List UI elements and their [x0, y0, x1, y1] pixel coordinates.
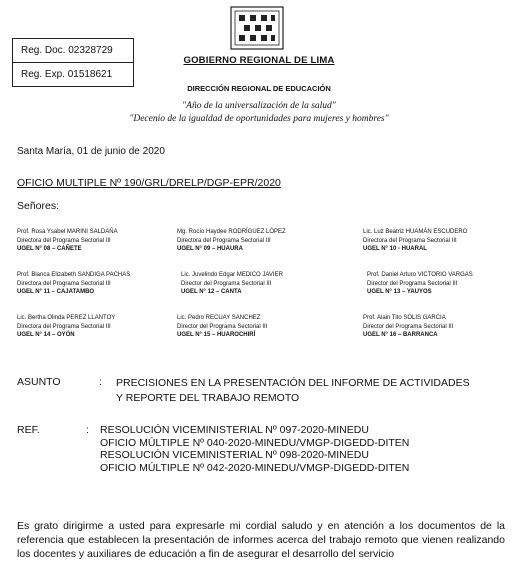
addressee-role: Director del Programa Sectorial III: [367, 280, 458, 287]
addressee-name: Mg. Rocío Haydee RODRÍGUEZ LÓPEZ: [177, 229, 286, 235]
addressee-role: Directora del Programa Sectorial III: [17, 280, 111, 287]
addressee-card: [17, 314, 115, 340]
directorate-title: DIRECCIÓN REGIONAL DE EDUCACIÓN: [187, 84, 331, 93]
reference-colon: :: [86, 424, 89, 436]
reference-item: RESOLUCIÓN VICEMINISTERIAL Nº 097-2020-MINEDU: [100, 424, 369, 436]
addressee-ugel: UGEL N° 13 – YAUYOS: [367, 289, 432, 295]
addressee-role: Directora del Programa Sectorial III: [17, 237, 111, 244]
registry-exp-number: Reg. Exp. 01518621: [13, 62, 133, 86]
body-paragraph: Es grato dirigirme a usted para expresarle mi cordial saludo y en atención a los documentos de la referencia que establecen la presentación de informes acerca del trabajo remoto que vienen realizando los docentes y auxiliares de educación a fin de asegurar el desarrollo del servicio: [17, 520, 505, 560]
subject-text: [116, 376, 516, 406]
subject-line: Y REPORTE DEL TRABAJO REMOTO: [116, 392, 300, 404]
addressee-ugel: UGEL N° 11 – CAJATAMBO: [17, 289, 95, 295]
addressee-card: [17, 271, 130, 297]
addressee-name: Lic. Juvelindo Edgar MEDICO JAVIER: [181, 272, 283, 278]
year-name: "Año de la universalización de la salud": [182, 101, 336, 111]
subject-line: PRECISIONES EN LA PRESENTACIÓN DEL INFORME DE ACTIVIDADES: [116, 377, 470, 389]
reference-list: [100, 424, 409, 474]
addressee-role: Director del Programa Sectorial III: [363, 323, 454, 330]
addressee-card: [177, 228, 286, 254]
addressee-name: Lic. Bertha Olinda PEREZ LLANTOY: [17, 315, 116, 321]
addressee-name: Prof. Rosa Ysabel MARINI SALDAÑA: [17, 229, 118, 235]
addressee-ugel: UGEL N° 14 – OYÓN: [17, 332, 75, 338]
addressee-card: [181, 271, 283, 297]
addressee-name: Lic. Luz Beatriz HUAMÁN ESCUDERO: [363, 229, 468, 235]
date-line: Santa María, 01 de junio de 2020: [17, 146, 165, 157]
reference-item: RESOLUCIÓN VICEMINISTERIAL Nº 098-2020-MINEDU: [100, 449, 369, 461]
addressee-ugel: UGEL N° 12 – CANTA: [181, 289, 242, 295]
addressee-name: Prof. Blanca Elizabeth SANDIGA PACHAS: [17, 272, 131, 278]
addressee-ugel: UGEL N° 10 - HUARAL: [363, 246, 427, 252]
addressee-role: Directora del Programa Sectorial III: [363, 237, 457, 244]
government-title: GOBIERNO REGIONAL DE LIMA: [183, 55, 335, 66]
coat-of-arms-icon: [230, 6, 284, 50]
addressee-card: [367, 271, 473, 297]
salutation: Señores:: [17, 200, 60, 212]
addressee-card: [363, 314, 453, 340]
addressee-role: Director del Programa Sectorial III: [177, 323, 268, 330]
addressee-name: Lic. Pedro RECUAY SANCHEZ: [177, 315, 261, 321]
reference-item: OFICIO MÚLTIPLE Nº 042-2020-MINEDU/VMGP-DIGEDD-DITEN: [100, 461, 410, 474]
addressee-role: Directora del Programa Sectorial III: [17, 323, 111, 330]
addressee-role: Director del Programa Sectorial III: [181, 280, 272, 287]
subject-label: ASUNTO: [17, 376, 61, 388]
subject-colon: :: [99, 376, 102, 388]
reference-label: REF.: [17, 424, 40, 436]
addressee-ugel: UGEL N° 16 – BARRANCA: [363, 332, 438, 338]
decade-name: "Decenio de la igualdad de oportunidades para mujeres y hombres": [129, 114, 389, 124]
addressee-ugel: UGEL N° 08 – CAÑETE: [17, 246, 82, 252]
addressee-role: Directora del Programa Sectorial III: [177, 237, 271, 244]
reference-item: OFICIO MÚLTIPLE Nº 040-2020-MINEDU/VMGP-DIGEDD-DITEN: [100, 436, 410, 449]
addressee-name: Prof. Daniel Arturo VICTORIO VARGAS: [367, 272, 473, 278]
addressee-name: Prof. Alain Tito SOLIS GARCIA: [363, 315, 446, 321]
oficio-number: OFICIO MULTIPLE Nº 190/GRL/DRELP/DGP-EPR/2020: [17, 177, 281, 189]
addressee-ugel: UGEL N° 09 – HUAURA: [177, 246, 243, 252]
addressee-ugel: UGEL N° 15 – HUAROCHIRÍ: [177, 332, 256, 338]
addressee-card: [363, 228, 467, 254]
addressee-card: [17, 228, 118, 254]
registry-doc-number: Reg. Doc. 02328729: [21, 45, 113, 56]
addressee-card: [177, 314, 267, 340]
